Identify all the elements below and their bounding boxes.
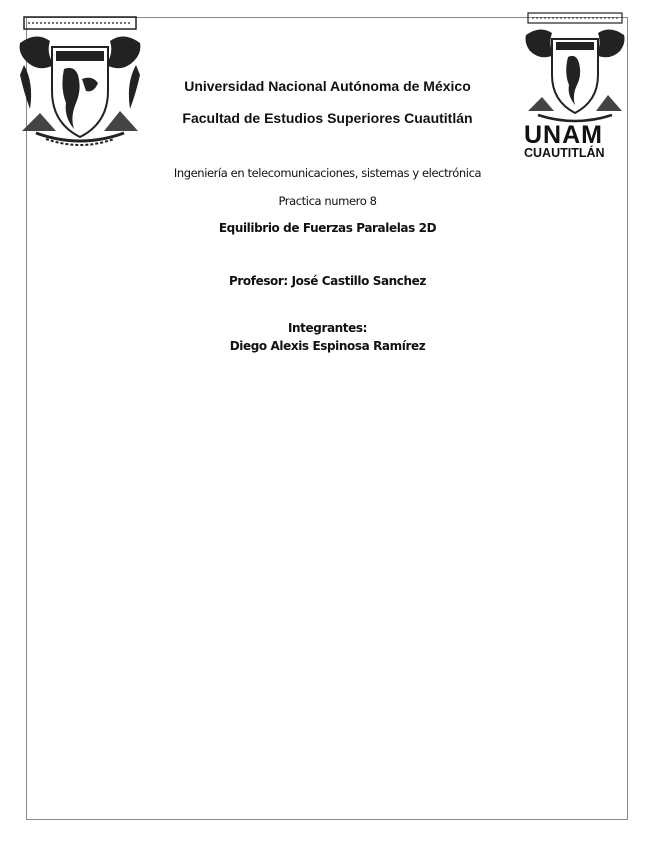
career-name: Ingeniería en telecomunicaciones, sistemas y electrónica (173, 166, 482, 180)
members-label: Integrantes: (287, 321, 368, 335)
unam-cuautitlan-seal-icon (524, 11, 626, 123)
unam-wordmark: UNAM (524, 121, 603, 149)
campus-wordmark: CUAUTITLÁN (524, 146, 605, 160)
member-name: Diego Alexis Espinosa Ramírez (229, 339, 426, 353)
professor-name: Profesor: José Castillo Sanchez (229, 274, 426, 288)
practice-title: Equilibrio de Fuerzas Paralelas 2D (218, 221, 437, 235)
university-name: Universidad Nacional Autónoma de México (184, 78, 471, 94)
practice-number: Practica numero 8 (278, 194, 377, 208)
faculty-name: Facultad de Estudios Superiores Cuautitlán (182, 110, 473, 126)
